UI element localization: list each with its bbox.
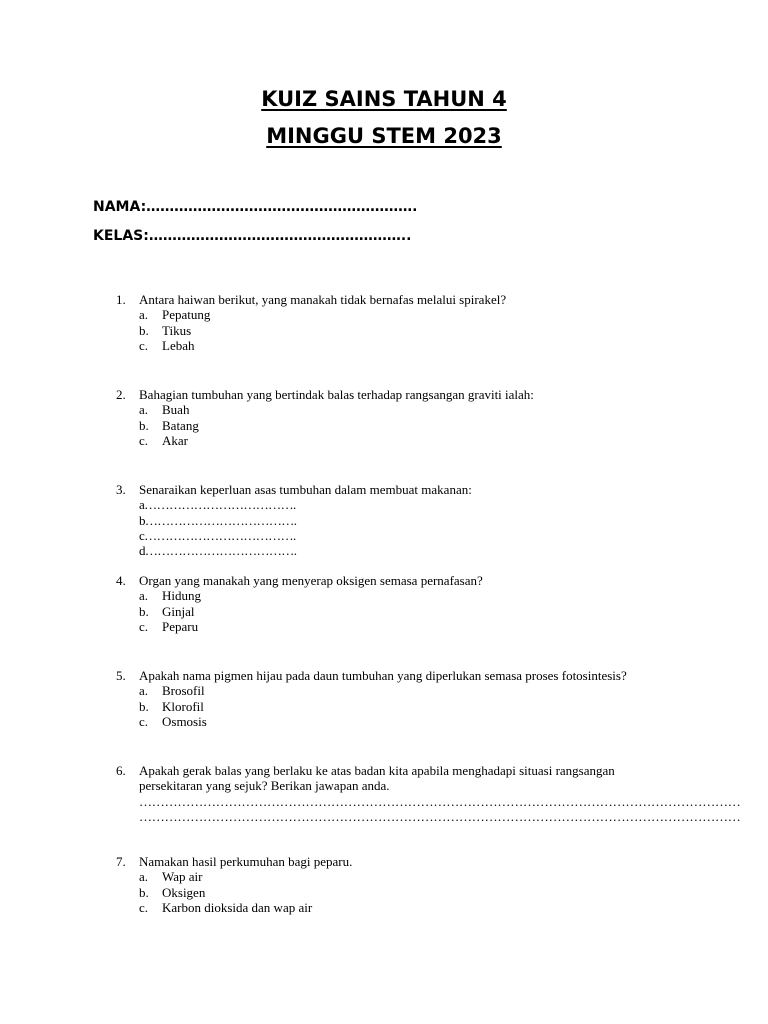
option-text: Wap air	[162, 869, 203, 885]
question-text: Bahagian tumbuhan yang bertindak balas terhadap rangsangan graviti ialah:	[139, 387, 534, 402]
option-c[interactable]	[0, 714, 768, 729]
option-text: Peparu	[162, 618, 199, 634]
question-text: Apakah gerak balas yang berlaku ke atas badan kita apabila menghadapi situasi rangsangan	[139, 763, 615, 778]
option-label: a.	[139, 869, 149, 885]
question-number: 5.	[116, 668, 126, 683]
option-c[interactable]	[0, 900, 768, 915]
answer-line[interactable]: ……………………………………………………………………………………………………………………………	[139, 793, 741, 809]
option-label: c.	[139, 337, 149, 353]
question-text: Senaraikan keperluan asas tumbuhan dalam membuat makanan:	[139, 482, 472, 497]
option-text: Osmosis	[162, 713, 207, 729]
question-number: 4.	[116, 573, 126, 588]
option-label: c.	[139, 432, 149, 448]
option-a[interactable]	[0, 307, 768, 322]
question-7	[0, 854, 768, 915]
question-number: 1.	[116, 292, 126, 307]
option-a[interactable]	[0, 588, 768, 603]
option-label: b.	[139, 417, 149, 433]
option-text: Klorofil	[162, 698, 204, 714]
name-field[interactable]: NAMA:………………………………………………….	[93, 199, 418, 215]
option-label: b.	[139, 603, 149, 619]
option-a[interactable]	[0, 402, 768, 417]
option-text: Lebah	[162, 337, 195, 353]
option-a[interactable]	[0, 869, 768, 884]
question-6	[0, 763, 768, 824]
answer-line[interactable]: ……………………………………………………………………………………………………………………………	[139, 808, 741, 824]
question-number: 6.	[116, 763, 126, 778]
question-number: 3.	[116, 482, 126, 497]
option-text: Hidung	[162, 588, 201, 604]
option-label: a.	[139, 307, 149, 323]
quiz-title: KUIZ SAINS TAHUN 4	[261, 87, 507, 111]
question-3	[0, 482, 768, 558]
option-text: Tikus	[162, 322, 192, 338]
option-text: Pepatung	[162, 307, 211, 323]
option-b[interactable]	[0, 699, 768, 714]
question-text: Organ yang manakah yang menyerap oksigen semasa pernafasan?	[139, 573, 483, 588]
question-text: Antara haiwan berikut, yang manakah tidak bernafas melalui spirakel?	[139, 292, 507, 307]
question-1	[0, 292, 768, 353]
answer-blank[interactable]: d……………………………….	[139, 543, 297, 559]
option-b[interactable]	[0, 885, 768, 900]
answer-blank[interactable]: b……………………………….	[139, 512, 297, 528]
option-c[interactable]	[0, 433, 768, 448]
option-text: Brosofil	[162, 683, 205, 699]
option-text: Ginjal	[162, 603, 195, 619]
option-label: a.	[139, 588, 149, 604]
option-c[interactable]	[0, 619, 768, 634]
option-label: b.	[139, 884, 149, 900]
answer-blank[interactable]: a……………………………….	[139, 497, 296, 513]
answer-blank[interactable]: c……………………………….	[139, 527, 296, 543]
option-label: c.	[139, 713, 149, 729]
question-number: 2.	[116, 387, 126, 402]
option-label: b.	[139, 322, 149, 338]
option-label: c.	[139, 899, 149, 915]
option-b[interactable]	[0, 418, 768, 433]
option-label: c.	[139, 618, 149, 634]
question-text: Apakah nama pigmen hijau pada daun tumbuhan yang diperlukan semasa proses fotosintesis?	[139, 668, 627, 683]
question-4	[0, 573, 768, 634]
option-a[interactable]	[0, 683, 768, 698]
option-c[interactable]	[0, 338, 768, 353]
option-text: Oksigen	[162, 884, 206, 900]
option-label: b.	[139, 698, 149, 714]
option-text: Karbon dioksida dan wap air	[162, 899, 313, 915]
class-field[interactable]: KELAS:………………………………………………..	[93, 228, 412, 244]
question-text-continued: persekitaran yang sejuk? Berikan jawapan anda.	[139, 778, 390, 794]
option-b[interactable]	[0, 604, 768, 619]
option-text: Akar	[162, 432, 188, 448]
quiz-subtitle: MINGGU STEM 2023	[266, 124, 502, 148]
question-5	[0, 668, 768, 729]
question-text: Namakan hasil perkumuhan bagi peparu.	[139, 854, 353, 869]
option-text: Buah	[162, 402, 190, 418]
option-label: a.	[139, 683, 149, 699]
question-number: 7.	[116, 854, 126, 869]
question-2	[0, 387, 768, 448]
option-label: a.	[139, 402, 149, 418]
option-text: Batang	[162, 417, 199, 433]
option-b[interactable]	[0, 323, 768, 338]
